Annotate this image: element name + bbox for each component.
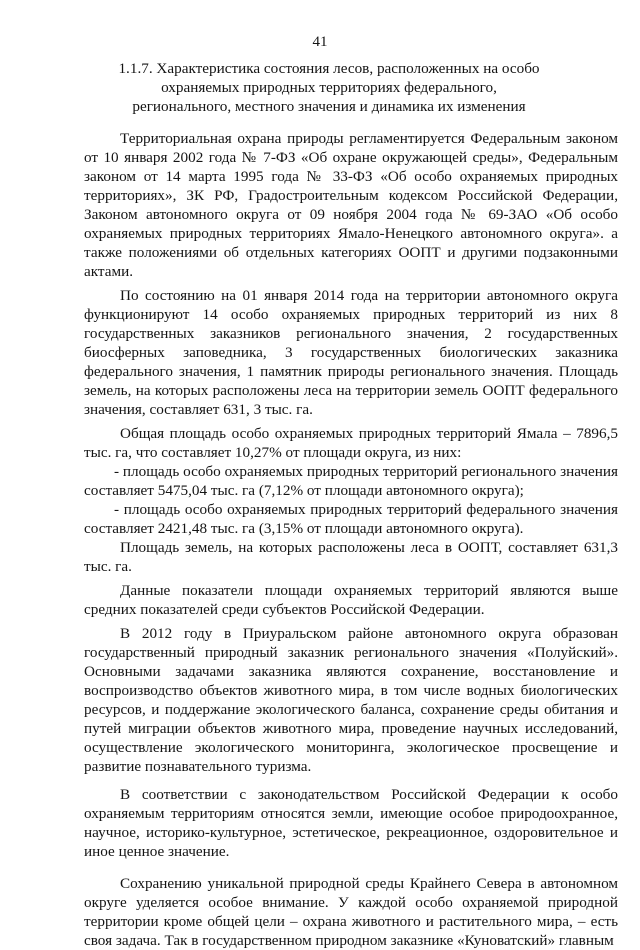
- paragraph: По состоянию на 01 января 2014 года на территории автономного округа функционируют 14 особо охраняемых природных территорий из них 8 государственных заказников регионального значения, 2 государственных биосферных заповедника, 3 государственных биологических заказника федерального значения, 1 памятник природы регионального значения. Площадь земель, на которых расположены леса на территории земель ООПТ федерального значения, составляет 631, 3 тыс. га.: [84, 287, 618, 418]
- list-item: - площадь особо охраняемых природных территорий федерального значения составляет 2421,48 тыс. га (3,15% от площади автономного округа).: [84, 501, 618, 537]
- paragraph: Сохранению уникальной природной среды Крайнего Севера в автономном округе уделяется особое внимание. У каждой особо охраняемой природной территории кроме общей цели – охрана животного и растительного мира, – есть своя задача. Так в государственном природном заказнике «Куноватский» главным: [84, 875, 618, 949]
- page-number: 41: [312, 34, 328, 50]
- paragraph: Общая площадь особо охраняемых природных территорий Ямала – 7896,5 тыс. га, что составляет 10,27% от площади округа, из них:: [84, 425, 618, 461]
- paragraph: В соответствии с законодательством Российской Федерации к особо охраняемым территориям относятся земли, имеющие особое природоохранное, научное, историко-культурное, эстетическое, рекреационное, оздоровительное и иное ценное значение.: [84, 786, 618, 860]
- paragraph: Территориальная охрана природы регламентируется Федеральным законом от 10 января 2002 года № 7-ФЗ «Об охране окружающей среды», Федеральным законом от 14 марта 1995 года № 33-ФЗ «Об особо охраняемых природных территориях», ЗК РФ, Градостроительным кодексом Российской Федерации, Законом автономного округа от 09 ноября 2004 года № 69-ЗАО «Об особо охраняемых природных территориях Ямало-Ненецкого автономного округа». а также положениями об отдельных категориях ООПТ и другими подзаконными актами.: [84, 130, 618, 280]
- body-text: [84, 129, 618, 950]
- paragraph: Данные показатели площади охраняемых территорий являются выше средних показателей среди субъектов Российской Федерации.: [84, 582, 618, 618]
- paragraph: В 2012 году в Приуральском районе автономного округа образован государственный природный заказник регионального значения «Полуйский». Основными задачами заказника являются сохранение, восстановление и воспроизводство объектов животного мира, в том числе водных биологических ресурсов, и поддержание экологического баланса, сохранение среды обитания и путей миграции объектов животного мира, проведение научных исследований, осуществление экологического мониторинга, экологическое просвещение и развитие познавательного туризма.: [84, 625, 618, 775]
- section-heading: 1.1.7. Характеристика состояния лесов, расположенных на особо охраняемых природных территориях федерального, регионального, местного значения и динамика их изменения: [118, 60, 540, 115]
- list-item: - площадь особо охраняемых природных территорий регионального значения составляет 5475,04 тыс. га (7,12% от площади автономного округа);: [84, 463, 618, 499]
- paragraph: Площадь земель, на которых расположены леса в ООПТ, составляет 631,3 тыс. га.: [84, 539, 618, 575]
